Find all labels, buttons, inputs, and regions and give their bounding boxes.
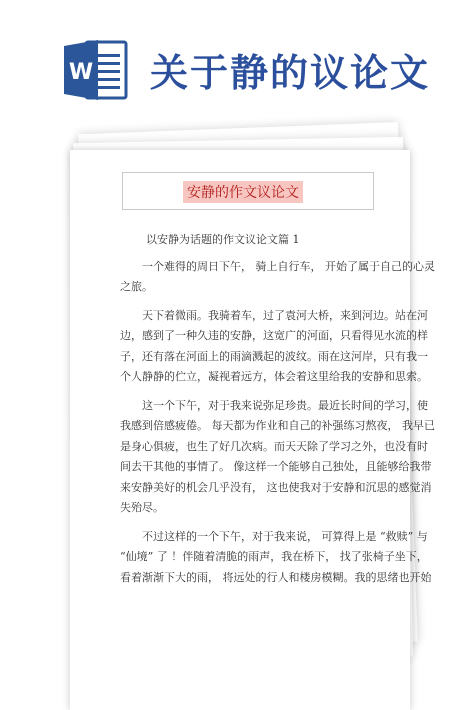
paragraph (120, 396, 435, 519)
document-body (120, 230, 435, 596)
section-heading: 以安静为话题的作文议论文篇 1 (146, 233, 300, 246)
text-line: 我感到倍感疲倦。 每天都为作业和自己的补强练习熬夜， 我早已 (120, 419, 435, 432)
document-page (70, 150, 435, 710)
text-line: 不过这样的一个下午，对于我来说， 可算得上是 “救赎” 与 (142, 529, 428, 543)
document-title-box (122, 172, 374, 210)
text-line: 一个难得的周日下午， 骑上自行车， 开始了属于自己的心灵 (142, 259, 435, 273)
page-title: 关于静的议论文 (150, 51, 431, 95)
text-line: 失殆尽。 (120, 501, 164, 514)
text-line: 个人静静的伫立，凝视着远方，体会着这里给我的安静和思索。 (120, 370, 428, 383)
text-line: 天下着微雨。我骑着车，过了袁河大桥，来到河边。站在河 (142, 308, 428, 322)
text-line: 这一个下午，对于我来说弥足珍贵。最近长时间的学习，使 (142, 398, 428, 412)
word-icon (64, 38, 128, 102)
svg-text:W: W (68, 60, 94, 85)
paragraph (120, 306, 428, 388)
text-line: “仙境” 了 ！伴随着清脆的雨声，我在桥下， 找了张椅子坐下， (120, 550, 428, 563)
text-line: 间去干其他的事情了。 像这样一个能够自己独处，且能够给我带 (120, 460, 432, 473)
text-line: 是身心俱疲，也生了好几次病。而天天除了学习之外，也没有时 (120, 439, 428, 453)
text-line: 边，感到了一种久违的安静，这宽广的河面，只看得见水流的样 (120, 329, 428, 342)
text-line: 来安静美好的机会几乎没有， 这也使我对于安静和沉思的感觉消 (120, 480, 432, 494)
page-header (0, 0, 474, 120)
paragraph (120, 527, 432, 589)
text-line: 子，还有落在河面上的雨滴溅起的波纹。雨在这河岸，只有我一 (120, 349, 428, 363)
text-line: 之旅。 (120, 280, 153, 293)
document-title: 安静的作文议论文 (183, 181, 303, 203)
paragraph (120, 257, 435, 298)
text-line: 看着渐渐下大的雨， 将远处的行人和楼房模糊。我的思绪也开始 (120, 570, 432, 584)
